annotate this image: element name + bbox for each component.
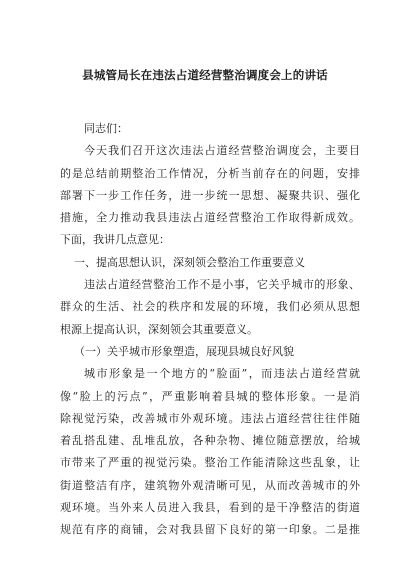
body-line: 根源上提高认识，深刻领会其重要意义。 — [60, 322, 258, 336]
body-line: 的是总结前期整治工作情况，分析当前存在的问题，安排 — [60, 166, 360, 180]
body-line: 下面，我讲几点意见： — [60, 233, 170, 247]
body-line: 像“脸上的污点”，严重影响着县城的整体形象。一是消 — [60, 389, 360, 403]
body-line: 城市形象是一个地方的“脸面”，而违法占道经营就 — [84, 367, 360, 381]
salutation: 同志们： — [84, 122, 128, 135]
body-line: 街道整洁有序，建筑物外观清晰可见，从而改善城市的外 — [60, 478, 360, 492]
document-body — [60, 118, 360, 542]
body-line: 着乱搭乱建、乱堆乱放，各种杂物、摊位随意摆放，给城 — [60, 434, 360, 448]
body-line: 除视觉污染，改善城市外观环境。违法占道经营往往伴随 — [60, 411, 360, 425]
body-line: 规范有序的商铺，会对我县留下良好的第一印象。二是推 — [60, 523, 360, 537]
subsection-heading: （一）关乎城市形象塑造，展现县城良好风貌 — [74, 344, 294, 358]
body-line: 部署下一步工作任务，进一步统一思想、凝聚共识、强化 — [60, 188, 360, 202]
section-heading: 一、提高思想认识，深刻领会整治工作重要意义 — [74, 255, 305, 269]
body-line: 违法占道经营整治工作不是小事，它关乎城市的形象、 — [84, 278, 360, 292]
body-line: 群众的生活、社会的秩序和发展的环境，我们必须从思想 — [60, 300, 360, 314]
body-line: 措施，全力推动我县违法占道经营整治工作取得新成效。 — [60, 211, 360, 225]
document-title: 县城管局长在违法占道经营整治调度会上的讲话 — [82, 68, 328, 82]
body-line: 今天我们召开这次违法占道经营整治调度会，主要目 — [84, 144, 360, 158]
body-line: 市带来了严重的视觉污染。整治工作能清除这些乱象，让 — [60, 456, 360, 470]
body-line: 观环境。当外来人员进入我县，看到的是干净整洁的街道 — [60, 501, 360, 515]
